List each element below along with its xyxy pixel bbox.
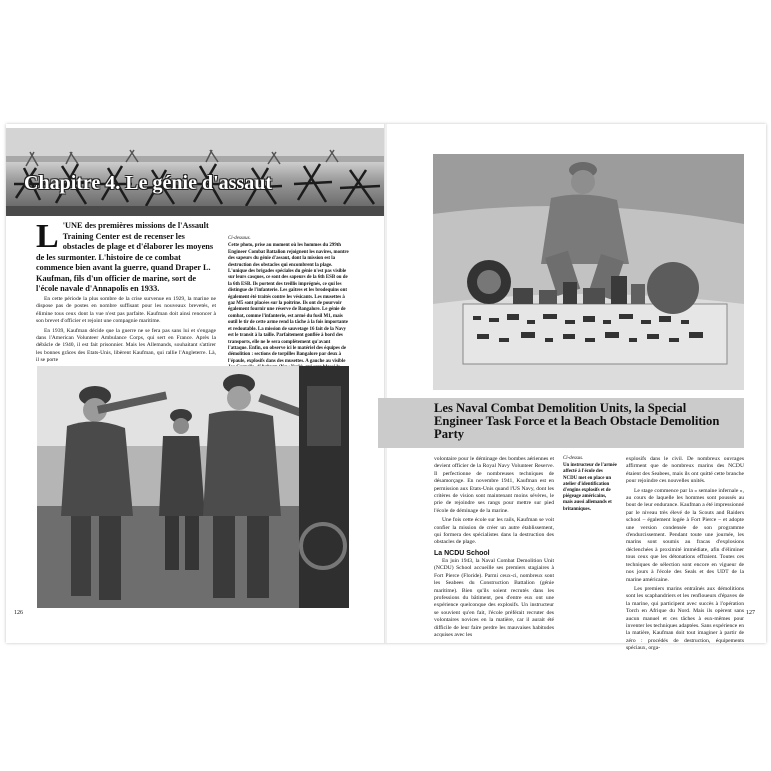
instructor-image: [433, 154, 744, 390]
right-column-2: [626, 456, 744, 653]
caption-text: Un instructeur de l'armée affecté à l'école des NCDU met en place un atelier d'identification d'engins explosifs et de piégeage américains, mais aussi allemands et britanniques.: [563, 463, 617, 512]
lead-text: 'UNE des premières missions de l'Assault Training Center est de recenser les obstacles de plage et d'élaborer les moyens de les surmonter. L'histoire de ce combat commence bien avant la guerre, quand Draper L. Kaufman, fils d'un officier de marine, sort de l'école navale d'Annapolis en 1933.: [36, 221, 214, 293]
subhead-ncdu-school: La NCDU School: [434, 549, 490, 557]
body-paragraph: volontaire pour le déminage des bombes aériennes et devient officier de la Royal Navy Volunteer Reserve. Il perfectionne de nombreuses techniques de désamorçage. En novembre 1941, Kaufman est en permission aux Etats-Unis quand l'US Navy, dont les critères de vision sont maintenant moins sévères, le prie de rejoindre ses rangs pour mettre sur pied l'école de déminage de la marine.: [434, 456, 554, 514]
body-paragraph: En 1939, Kaufman décide que la guerre ne se fera pas sans lui et s'engage dans l'American Volunteer Ambulance Corps, qui sert en France. Après la débâcle de 1940, il est fait prisonnier. Mais les Allemands, souhaitant s'attirer les bonnes grâces des Etats-Unis, libèrent Kaufman, qui rallie l'Angleterre. Là, il se porte: [36, 327, 216, 364]
body-paragraph: En juin 1943, la Naval Combat Demolition Unit (NCDU) School accueille ses premiers stagiaires à Fort Pierce (Floride). Parmi ceux-ci, nombreux sont les Seabees du Construction Battalion (génie maritime). Bien qu'ils soient recrutés dans les professions du bâtiment, peu d'entre eux ont une expérience quelconque des explosifs. Un instructeur se souvient qu'en fait, l'école préférait recruter des volontaires novices en la matière, car il aurait été difficile de leur faire perdre les mauvaises habitudes acquises avec les: [434, 557, 554, 638]
soldiers-photo: [37, 366, 349, 608]
right-caption: [563, 456, 617, 513]
left-page: [6, 124, 385, 643]
left-body-text: [36, 296, 216, 365]
left-caption: [228, 236, 350, 378]
body-paragraph: Une fois cette école sur les rails, Kaufman se voit confier la mission de créer un autre établissement, qui formera des spécialistes dans la destruction des obstacles de plage.: [434, 517, 554, 546]
body-paragraph: Le stage commence par la « semaine infernale », au cours de laquelle les hommes sont poussés au bout de leur endurance. Kaufman a été impressionné par le niveau très élevé de la Scouts and Raiders school – également logée à Fort Pierce – et adopte une version condensée de son programme d'endurcissement. Pendant toute une journée, les marins sont soumis au fracas d'explosions déclenchées à proximité immédiate, afin d'éliminer tous ceux que les détonations effraient. Toutes ces techniques de sélection sont encore en vigueur de nos jours à l'école des Seals et des UDT de la marine américaine.: [626, 487, 744, 583]
body-paragraph: En cette période la plus sombre de la crise survenue en 1929, la marine ne dispose pas de postes en nombre suffisant pour les nouveaux brevetés, et élimine tous ceux dont la vue n'est pas parfaite. Kaufman doit ainsi renoncer à son brevet d'officier et rejoint une compagnie maritime.: [36, 296, 216, 325]
caption-label: Ci-dessous.: [228, 236, 251, 241]
page-number-left: 126: [14, 610, 23, 616]
chapter-banner-photo: [6, 128, 386, 216]
caption-label: Ci-dessus.: [563, 456, 584, 461]
book-spread: [6, 124, 766, 652]
body-paragraph: Les premiers marins entraînés aux démolitions sont les scaphandriers et les renfloueurs d'épaves de la marine, qui participent avec succès à l'opération Torch en Afrique du Nord. Mais ils opèrent sans aucun manuel et ces tâches à eux-mêmes pour inventer les techniques adaptées. Sans expérience en la matière, Kaufman doit tout imaginer à partir de zéro : procédés de destruction, équipements spéciaux, orga-: [626, 585, 744, 652]
soldiers-image: [37, 366, 349, 608]
chapter-title: Chapitre 4. Le génie d'assaut: [24, 172, 272, 194]
instructor-photo: [433, 154, 744, 390]
section-title: Les Naval Combat Demolition Units, la Special Engineer Task Force et la Beach Obstacle Demolition Party: [434, 401, 720, 441]
page-number-right: 127: [746, 610, 755, 616]
drop-cap: L: [36, 218, 59, 255]
caption-text: Cette photo, prise au moment où les hommes du 299th Engineer Combat Battalion rejoignent les navires, montre des sapeurs du génie d'assaut, dont la mission est la destruction des obstacles qui encombrent la plage. L'unique des brigades spéciales du génie n'est pas visible sur leurs casques, ce sont des sapeurs de la 6th ESB ou de la 6th ESB. Ils portent des treillis imprégnés, ce qui les distingue de l'infanterie. Les gaîtres et les brodequins ont également été traités contre les vésicants. Les musettes à gaz M5 sont placées sur la poitrine. Ils ont de pourvoir également fournir une réserve de Bangalore. Le génie de combat, comme l'infanterie, est armé du fusil M1, mais outil le tir de cette arme rend la tâche à la fois importante et redoutable. La mission de sauvetage 16 fait de la Navy est le transit à la taille. Parfaitement gonflée à bord des transports, elle ne le sera complètement qu'avant l'attaque. Enfin, on observe ici le matériel des équipes de démolition : sections de torpilles Bangalore par deux à l'épaule, explosifs dans des musettes. A gauche au visible: [228, 243, 349, 364]
lead-paragraph: [36, 218, 216, 295]
body-paragraph: explosifs dans le civil. De nombreux ouvrages affirment que de nombreux marins des NCDU étaient des Seabees, mais ils ont quitté cette branche pour rejoindre ces nouvelles unités.: [626, 456, 744, 485]
right-column-1: [434, 456, 554, 639]
